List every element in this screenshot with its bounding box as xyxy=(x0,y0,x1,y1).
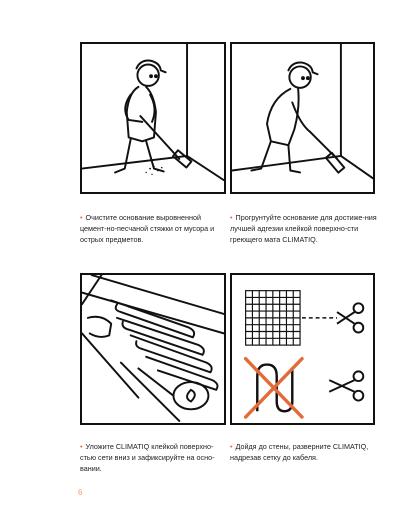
scissors-icon xyxy=(337,303,363,332)
step-4-caption xyxy=(230,441,378,463)
step-2-caption xyxy=(230,212,378,246)
step-3-caption xyxy=(80,441,228,475)
step-3-bullet: • xyxy=(80,442,83,451)
illustration-cutting-mesh xyxy=(230,273,375,425)
scissors-icon xyxy=(329,371,363,400)
step-1-bullet: • xyxy=(80,213,83,222)
step-4-bullet: • xyxy=(230,442,233,451)
priming-figure-icon xyxy=(232,44,373,192)
illustration-sweeping xyxy=(80,42,226,194)
step-1-text: Очистите основание выровненной цемент-но-песчаной стяжки от мусора и острых предметов. xyxy=(80,213,215,245)
heating-mat-roll-icon xyxy=(82,275,224,423)
illustration-priming xyxy=(230,42,375,194)
step-2-bullet: • xyxy=(230,213,233,222)
step-1-caption xyxy=(80,212,228,246)
sweeping-figure-icon xyxy=(82,44,224,192)
step-4-text: Дойдя до стены, разверните CLIMATIQ, надрезав сетку до кабеля. xyxy=(230,442,369,463)
page-number: 6 xyxy=(78,488,83,497)
step-2-text: Прогрунтуйте основание для достиже-ния лучшей адгезии клейкой поверхно-сти греющего мата CLIMATIQ. xyxy=(230,213,377,245)
cutting-mesh-icon xyxy=(232,275,373,423)
step-3-text: Уложите CLIMATIQ клейкой поверхно-стью сети вниз и зафиксируйте на осно-вании. xyxy=(80,442,215,474)
illustration-laying-mat xyxy=(80,273,226,425)
